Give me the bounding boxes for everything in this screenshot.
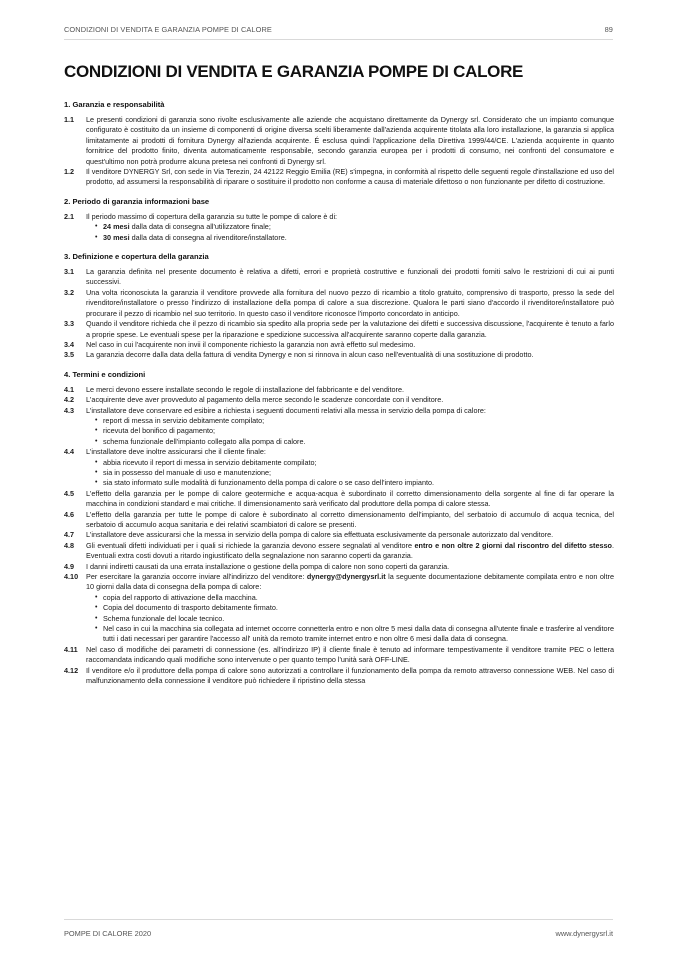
clause-3-2: [64, 288, 614, 319]
bullet-bold: 30 mesi: [103, 232, 130, 242]
clause-3-5: [64, 350, 614, 360]
section-3: [64, 252, 614, 361]
clause-content: [86, 406, 614, 448]
footer-title: POMPE DI CALORE 2020: [64, 929, 152, 938]
clause-text: Il venditore e/o il produttore della pompa di calore sono autorizzati a controllare il funzionamento della pompa da remoto attraverso connessione WEB. Nel caso di malfunzionamento della connessione il venditore può richiedere il ripristino della stessa: [86, 665, 614, 686]
clause-4-7: [64, 530, 614, 540]
section-4: [64, 370, 614, 687]
clause-number: 4.8: [64, 540, 75, 550]
bullet-list: [86, 458, 614, 489]
clause-text: L'installatore deve conservare ed esibire a richiesta i seguenti documenti relativi alla messa in servizio della pompa di calore:: [86, 405, 486, 415]
bullet-text: dalla data di consegna al rivenditore/installatore.: [129, 232, 287, 242]
clause-text: L'effetto della garanzia per le pompe di calore geotermiche e acqua-acqua è subordinato il corretto dimensionamento della sorgente al fine di far operare la macchina in condizioni standard e mai critiche. Il dimensionamento sarà verificato dal produttore della pompa di calore stessa.: [86, 488, 614, 509]
clause-1-2: [64, 167, 614, 188]
clause-4-6: [64, 510, 614, 531]
page-number: 89: [604, 25, 613, 34]
clause-number: 3.1: [64, 267, 75, 277]
bullet-item: • schema funzionale dell'impianto collegato alla pompa di calore.: [95, 437, 614, 447]
clause-number: 4.5: [64, 488, 75, 498]
clause-text-part: Gli eventuali difetti individuati per i quali si richiede la garanzia devono essere segnalati al venditore: [86, 540, 415, 550]
email-address: dynergy@dynergysrl.it: [306, 572, 386, 582]
bullet-list: [86, 222, 614, 243]
bullet-list: [86, 593, 614, 645]
clause-text: [86, 541, 614, 562]
clause-number: 3.4: [64, 339, 75, 349]
clause-text: Nel caso in cui l'acquirente non invii il componente richiesto la garanzia non avrà effetto sul medesimo.: [86, 339, 416, 349]
clause-number: 4.9: [64, 561, 75, 571]
bullet-item: • copia del rapporto di attivazione della macchina.: [95, 593, 614, 603]
clause-4-10: [64, 572, 614, 645]
clause-2-1: [64, 212, 614, 243]
clause-number: 3.5: [64, 350, 75, 360]
clause-number: 4.1: [64, 384, 75, 394]
clause-text-bold: entro e non oltre 2 giorni dal riscontro del difetto stesso: [414, 540, 612, 550]
clause-number: 3.2: [64, 287, 75, 297]
clause-text: Le presenti condizioni di garanzia sono rivolte esclusivamente alle aziende che acquistano direttamente da Dynergy srl. Considerato che un impianto comunque configurato è costituito da un insieme di componenti di origine diversa scelti liberamente dall'azienda acquirente titolata alla loro installazione, la garanzia si applica limitatamente ai prodotti di fornitura Dynergy all'azienda acquirente. É esclusa quindi l'applicazione della Direttiva 1999/44/CE. L'azienda acquirente in quanto fornitrice del prodotto finito, diventa automaticamente responsabile, secondo garanzia europea per i prodotti di consumo, nei confronti del consumatore e quest'ultimo non potrà produrre alcuna pretesa nei confronti di Dynergy srl.: [86, 115, 614, 166]
bullet-text: dalla data di consegna all'utilizzatore finale;: [129, 222, 271, 232]
clause-4-12: [64, 666, 614, 687]
bullet-item: • Nel caso in cui la macchina sia collegata ad internet occorre connetterla entro e non oltre 5 mesi dalla data di consegna all'utente finale e trasferire al venditore tutti i dati necessari per garantire l'accesso all' unità da remoto tramite internet entro e non oltre 6 mesi dalla data di consegna.: [95, 624, 614, 645]
clause-text: La garanzia definita nel presente documento è relativa a difetti, errori e proprietà costruttive e funzionali dei prodotti forniti salvo le restrizioni di cui ai punti successivi.: [86, 267, 614, 287]
clause-1-1: [64, 115, 614, 167]
running-header-title: CONDIZIONI DI VENDITA E GARANZIA POMPE DI CALORE: [64, 25, 272, 34]
clause-text-part: la seguente documentazione debitamente compilata entro e non oltre 10 giorni dalla data di consegna della pompa di calore:: [86, 572, 614, 592]
clause-text: Una volta riconosciuta la garanzia il venditore provvede alla fornitura del nuovo pezzo di ricambio a titolo gratuito, comprensivo di trasporto, presso la sede del rivenditore/installatore o presso l'indirizzo di installazione della pompa di calore a sua discrezione. Qualora le parti siano d'accordo il rivenditore/installatore può procurare il pezzo di ricambio nel suo territorio. In questo caso il venditore riconosce l'importo concordato in anticipo.: [86, 287, 614, 318]
clause-text: Le merci devono essere installate secondo le regole di installazione del fabbricante e del venditore.: [86, 384, 404, 394]
bullet-item: • sia in possesso del manuale di uso e manutenzione;: [95, 468, 614, 478]
bullet-item: • abbia ricevuto il report di messa in servizio debitamente compilato;: [95, 458, 614, 468]
clause-number: 3.3: [64, 319, 75, 329]
section-heading: 2. Periodo di garanzia informazioni base: [64, 196, 210, 206]
footer-divider: [64, 919, 613, 920]
clause-text: Quando il venditore richieda che il pezzo di ricambio sia spedito alla propria sede per la valutazione dei difetti e successiva discussione, l'acquirente è tenuto a farlo a proprie spese. Le eventuali spese per la riparazione e spedizione successiva all'acquirente saranno coperte dalla garanzia.: [86, 319, 614, 339]
bullet-item: • ricevuta del bonifico di pagamento;: [95, 426, 614, 436]
page-title: CONDIZIONI DI VENDITA E GARANZIA POMPE DI CALORE: [64, 62, 524, 81]
clause-content: [86, 447, 614, 489]
clause-text: L'installatore deve assicurarsi che la messa in servizio della pompa di calore sia effettuata esclusivamente da personale autorizzato dal venditore.: [86, 530, 554, 540]
clause-4-3: [64, 406, 614, 448]
clause-number: 4.11: [64, 644, 78, 654]
clause-number: 4.6: [64, 509, 75, 519]
bullet-bold: 24 mesi: [103, 222, 130, 232]
clause-text-part: Per esercitare la garanzia occorre inviare all'indirizzo del venditore:: [86, 572, 307, 582]
clause-number: 4.3: [64, 405, 75, 415]
clause-text: Nel caso di modifiche dei parametri di connessione (es. all'indirizzo IP) il cliente finale è tenuto ad informare tempestivamente il venditore tramite PEC o lettera raccomandata indicando quali modifiche sono intervenute o per quanto tempo l'unità sarà OFF-LINE.: [86, 644, 614, 665]
clause-3-3: [64, 319, 614, 340]
document-body: [64, 100, 614, 696]
clause-text: L'installatore deve inoltre assicurarsi che il cliente finale:: [86, 447, 266, 457]
clause-4-11: [64, 645, 614, 666]
clause-text: [86, 572, 614, 593]
clause-number: 4.4: [64, 447, 75, 457]
section-heading: 3. Definizione e copertura della garanzia: [64, 252, 209, 262]
clause-3-1: [64, 267, 614, 288]
section-1: [64, 100, 614, 188]
clause-number: 2.1: [64, 211, 75, 221]
clause-number: 4.12: [64, 665, 79, 675]
bullet-item: • Copia del documento di trasporto debitamente firmato.: [95, 603, 614, 613]
bullet-item: • report di messa in servizio debitamente compilato;: [95, 416, 614, 426]
clause-text: Il periodo massimo di copertura della garanzia su tutte le pompe di calore è di:: [86, 211, 338, 221]
section-2: [64, 197, 614, 243]
clause-text-part: . Eventuali extra costi dovuti a ritardo ingiustificato della segnalazione non saranno coperti da garanzia.: [86, 540, 614, 561]
header-divider: [64, 39, 613, 40]
bullet-item: [95, 233, 614, 243]
clause-content: [86, 212, 614, 243]
section-heading: 1. Garanzia e responsabilità: [64, 100, 165, 109]
clause-number: 4.7: [64, 530, 75, 540]
clause-text: L'acquirente deve aver provveduto al pagamento della merce secondo le scadenze concordate con il venditore.: [86, 395, 444, 405]
clause-number: 1.1: [64, 115, 75, 124]
bullet-list: [86, 416, 614, 447]
clause-4-4: [64, 447, 614, 489]
section-heading: 4. Termini e condizioni: [64, 369, 146, 379]
clause-3-4: [64, 340, 614, 350]
clause-4-1: [64, 385, 614, 395]
clause-number: 4.2: [64, 395, 75, 405]
clause-number: 1.2: [64, 167, 75, 177]
clause-4-8: [64, 541, 614, 562]
footer-website: www.dynergysrl.it: [555, 929, 613, 938]
clause-number: 4.10: [64, 572, 79, 582]
clause-content: [86, 572, 614, 645]
bullet-item: • Schema funzionale del locale tecnico.: [95, 614, 614, 624]
clause-text: La garanzia decorre dalla data della fattura di vendita Dynergy e non si rinnova in alcun caso nell'eventualità di una sostituzione di prodotto.: [86, 350, 534, 360]
bullet-item: [95, 222, 614, 232]
running-header: [64, 25, 613, 37]
bullet-item: • sia stato informato sulle modalità di funzionamento della pompa di calore o se caso dell'intero impianto.: [95, 478, 614, 488]
clause-text: I danni indiretti causati da una errata installazione o gestione della pompa di calore non sono coperti da garanzia.: [86, 561, 450, 571]
clause-4-5: [64, 489, 614, 510]
clause-text: Il venditore DYNERGY Srl, con sede in Via Terezin, 24 42122 Reggio Emilia (RE) s'impegna, in conformità al rispetto delle seguenti regole d'installazione ed uso del prodotto, ad assumersi la responsabilità di riparare o sostituire il prodotto non conforme a causa di materiale difettoso o non funzionante per difetto di costruzione.: [86, 167, 614, 187]
clause-text: L'effetto della garanzia per tutte le pompe di calore è subordinato al corretto dimensionamento dell'impianto, del serbatoio di accumulo di acqua tecnica, del serbatoio di accumulo acqua sanitaria e dei relativi scambiatori di calore se presenti.: [86, 509, 614, 529]
clause-4-2: [64, 395, 614, 405]
clause-4-9: [64, 562, 614, 572]
